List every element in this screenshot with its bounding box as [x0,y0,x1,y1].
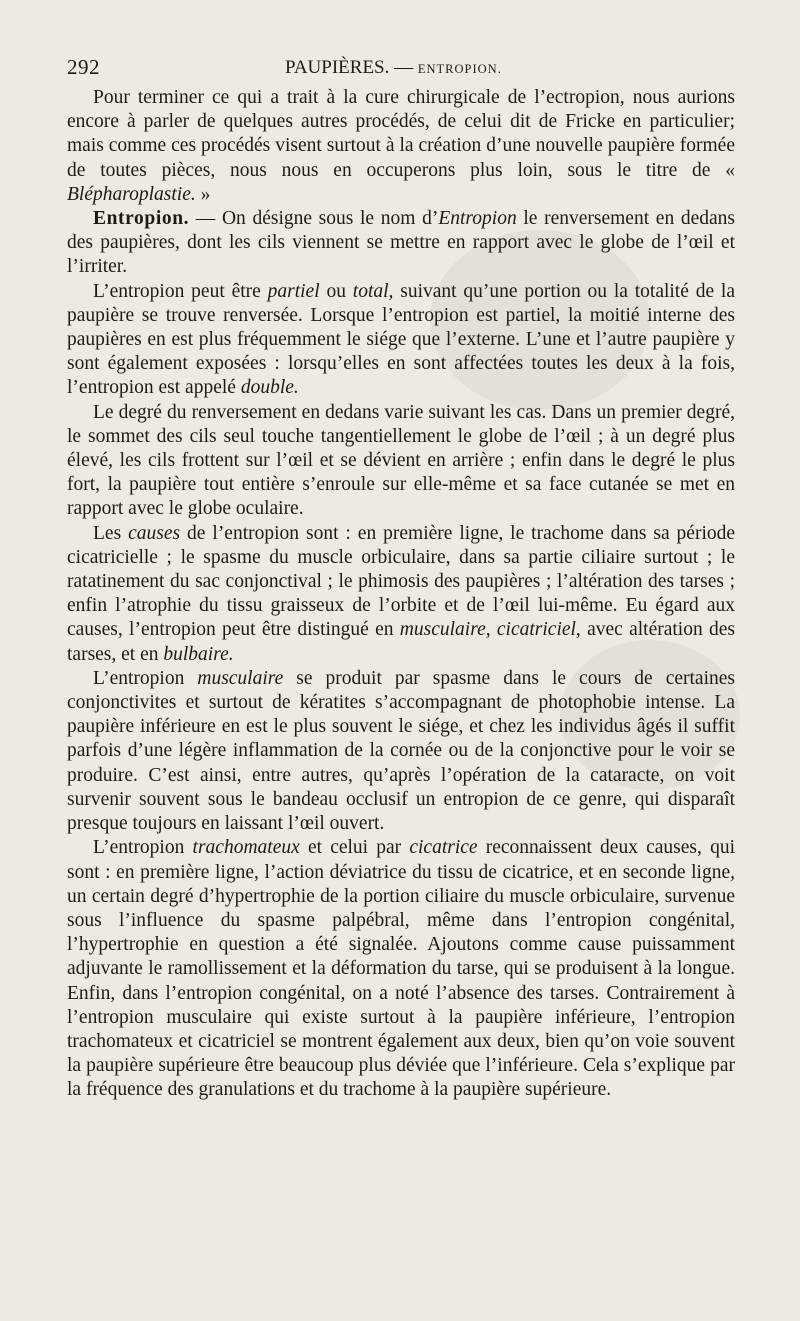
running-title [285,57,502,79]
paragraph: Les causes de l’entropion sont : en première ligne, le trachome dans sa période cicatricielle ; le spasme du muscle orbiculaire, dans sa partie ciliaire surtout ; le ratatinement du sac conjonctival ; le phimosis des paupières ; l’altération des tarses ; enfin l’atrophie du tissu graisseux de l’orbite et de l’œil lui-même. Eu égard aux causes, l’entropion peut être distingué en musculaire, cicatriciel, avec altération des tarses, et en bulbaire. [67,522,736,665]
page-number: 292 [67,55,100,79]
chapter-title: PAUPIÈRES. [285,57,390,78]
paragraph-entropion: Entropion. — On désigne sous le nom d’Entropion le renversement en dedans des paupières, dont les cils viennent se mettre en rapport avec le globe de l’œil et l’irriter. [67,208,735,278]
emphasis: Entropion [438,208,517,230]
section-title: Entropion. [93,208,190,230]
paragraph: Le degré du renversement en dedans varie suivant les cas. Dans un premier degré, le sommet des cils seul touche tangentiellement le globe de l’œil ; à un degré plus élevé, les cils frottent sur l’œil et se dévient en arrière ; enfin dans le degré le plus fort, la paupière tout entière s’enroule sur elle-même et sa face cutanée se met en rapport avec le globe oculaire. [67,401,735,520]
emphasis: musculaire [197,667,284,689]
paragraph: Pour terminer ce qui a trait à la cure chirurgicale de l’ectropion, nous aurions encore à parler de quelques autres procédés, de celui dit de Fricke en particulier; mais comme ces procédés visent surtout à la création d’une nouvelle paupière formée de toutes pièces, nous nous en occuperons plus loin, sous le titre de « Blépharoplastie. » [67,87,735,205]
emphasis: musculaire, cicatriciel, [399,619,581,641]
body-text [67,86,735,1103]
emphasis: double. [240,377,299,399]
emphasis: total, [352,280,394,302]
header-dash: — [394,57,414,78]
section-subtitle: ENTROPION. [417,62,502,76]
emphasis: trachomateux [192,837,300,859]
paragraph: L’entropion trachomateux et celui par cicatrice reconnaissent deux causes, qui sont : en première ligne, l’action déviatrice du tissu de cicatrice, et en seconde ligne, un certain degré d’hypertrophie de la portion ciliaire du muscle orbiculaire, survenue sous l’influence du spasme palpébral, même dans l’entropion congénital, l’hypertrophie en question a été signalée. Ajoutons comme cause puissamment adjuvante le ramollissement et la déformation du tarse, qui se produisent à la longue. Enfin, dans l’entropion congénital, on a noté l’absence des tarses. Contrairement à l’entropion musculaire qui existe surtout à la paupière inférieure, l’entropion trachomateux et cicatriciel se montrent également aux deux, bien qu’on voie souvent la paupière supérieure être beaucoup plus déviée que l’inférieure. Cela s’explique par la fréquence des granulations et du trachome à la paupière supérieure. [67,837,735,1101]
running-header [67,55,727,83]
emphasis: partiel [267,280,320,302]
emphasis: Blépharoplastie. [67,183,196,205]
emphasis: causes [128,522,181,544]
paragraph: L’entropion peut être partiel ou total, suivant qu’une portion ou la totalité de la paupière se trouve renversée. Lorsque l’entropion est partiel, la moitié interne des paupières en est plus fréquemment le siége que l’externe. L’une et l’autre paupière y sont également exposées : lorsqu’elles en sont affectées toutes les deux à la fois, l’entropion est appelé double. [67,280,736,399]
emphasis: bulbaire. [163,643,234,665]
paragraph: L’entropion musculaire se produit par spasme dans le cours de certaines conjonctivites et surtout de kératites s’accompagnant de photophobie intense. La paupière inférieure en est le plus souvent le siége, et chez les individus âgés il suffit parfois d’une légère inflammation de la cornée ou de la conjonctive pour le voir se produire. C’est ainsi, entre autres, qu’après l’opération de la cataracte, on voit survenir souvent sous le bandeau occlusif un entropion de ce genre, qui disparaît presque toujours en laissant l’œil ouvert. [67,667,735,835]
emphasis: cicatrice [409,837,478,859]
